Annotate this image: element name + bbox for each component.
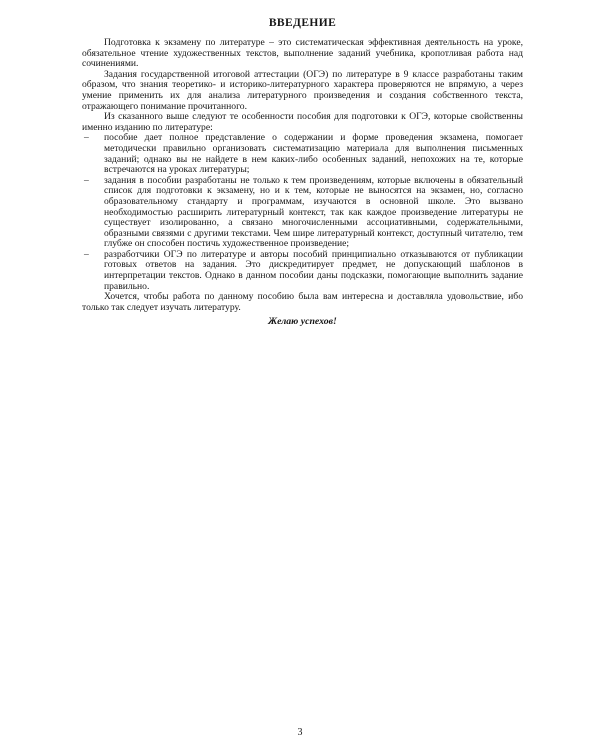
list-dash: – xyxy=(84,248,89,260)
closing-wish: Желаю успехов! xyxy=(268,316,337,328)
intro-paragraph-2: Задания государственной итоговой аттестации (ОГЭ) по литературе в 9 классе разработаны таким образом, что знания теоретико- и историко-литературного характера проверяются не впрямую, а через умение применить их для анализа литературного произведения и создания собственного текста, отражающего понимание прочитанного. xyxy=(82,68,523,112)
list-item-text: пособие дает полное представление о содержании и форме проведения экзамена, помогает методически правильно организовать систематизацию материала для выполнения письменных заданий; однако вы не найдете в нем каких-либо особенных заданий, непохожих на те, которые встречаются на уроках литературы; xyxy=(104,132,523,176)
features-list xyxy=(82,133,523,292)
intro-paragraph-3: Из сказанного выше следуют те особенности пособия для подготовки к ОГЭ, которые свойственны именно изданию по литературе: xyxy=(82,111,523,133)
page-title: ВВЕДЕНИЕ xyxy=(268,17,337,29)
closing-paragraph: Хочется, чтобы работа по данному пособию была вам интересна и доставляла удовольствие, ибо только так следует изучать литературу. xyxy=(82,291,523,313)
list-item-text: разработчики ОГЭ по литературе и авторы пособий принципиально отказываются от публикации готовых ответов на задания. Это дискредитирует предмет, не допускающий шаблонов в интерпретации текстов. Однако в данном пособии даны подсказки, помогающие выполнить задание правильно. xyxy=(104,248,523,292)
list-item-text: задания в пособии разработаны не только к тем произведениям, которые включены в обязательный список для подготовки к экзамену, но и к тем, которые не выносятся на экзамен, но, согласно образовательному стандарту и программам, изучаются в основной школе. Это вызвано необходимостью расширить литературный контекст, так как каждое произведение литературы не существует изолированно, а связано многочисленными ассоциативными, содержательными, образными связями с другими текстами. Чем шире литературный контекст, доступный читателю, тем глубже он способен постичь художественное произведение; xyxy=(104,174,523,250)
list-dash: – xyxy=(84,174,89,186)
list-item xyxy=(82,133,523,175)
page-number: 3 xyxy=(297,727,303,738)
list-item xyxy=(82,176,523,250)
list-item xyxy=(82,250,523,292)
page-content xyxy=(82,16,523,328)
intro-paragraph-1: Подготовка к экзамену по литературе – это систематическая эффективная деятельность на уроке, обязательное чтение художественных текстов, выполнение заданий учебника, кропотливая работа над сочинениями. xyxy=(82,37,523,70)
list-dash: – xyxy=(84,132,89,144)
